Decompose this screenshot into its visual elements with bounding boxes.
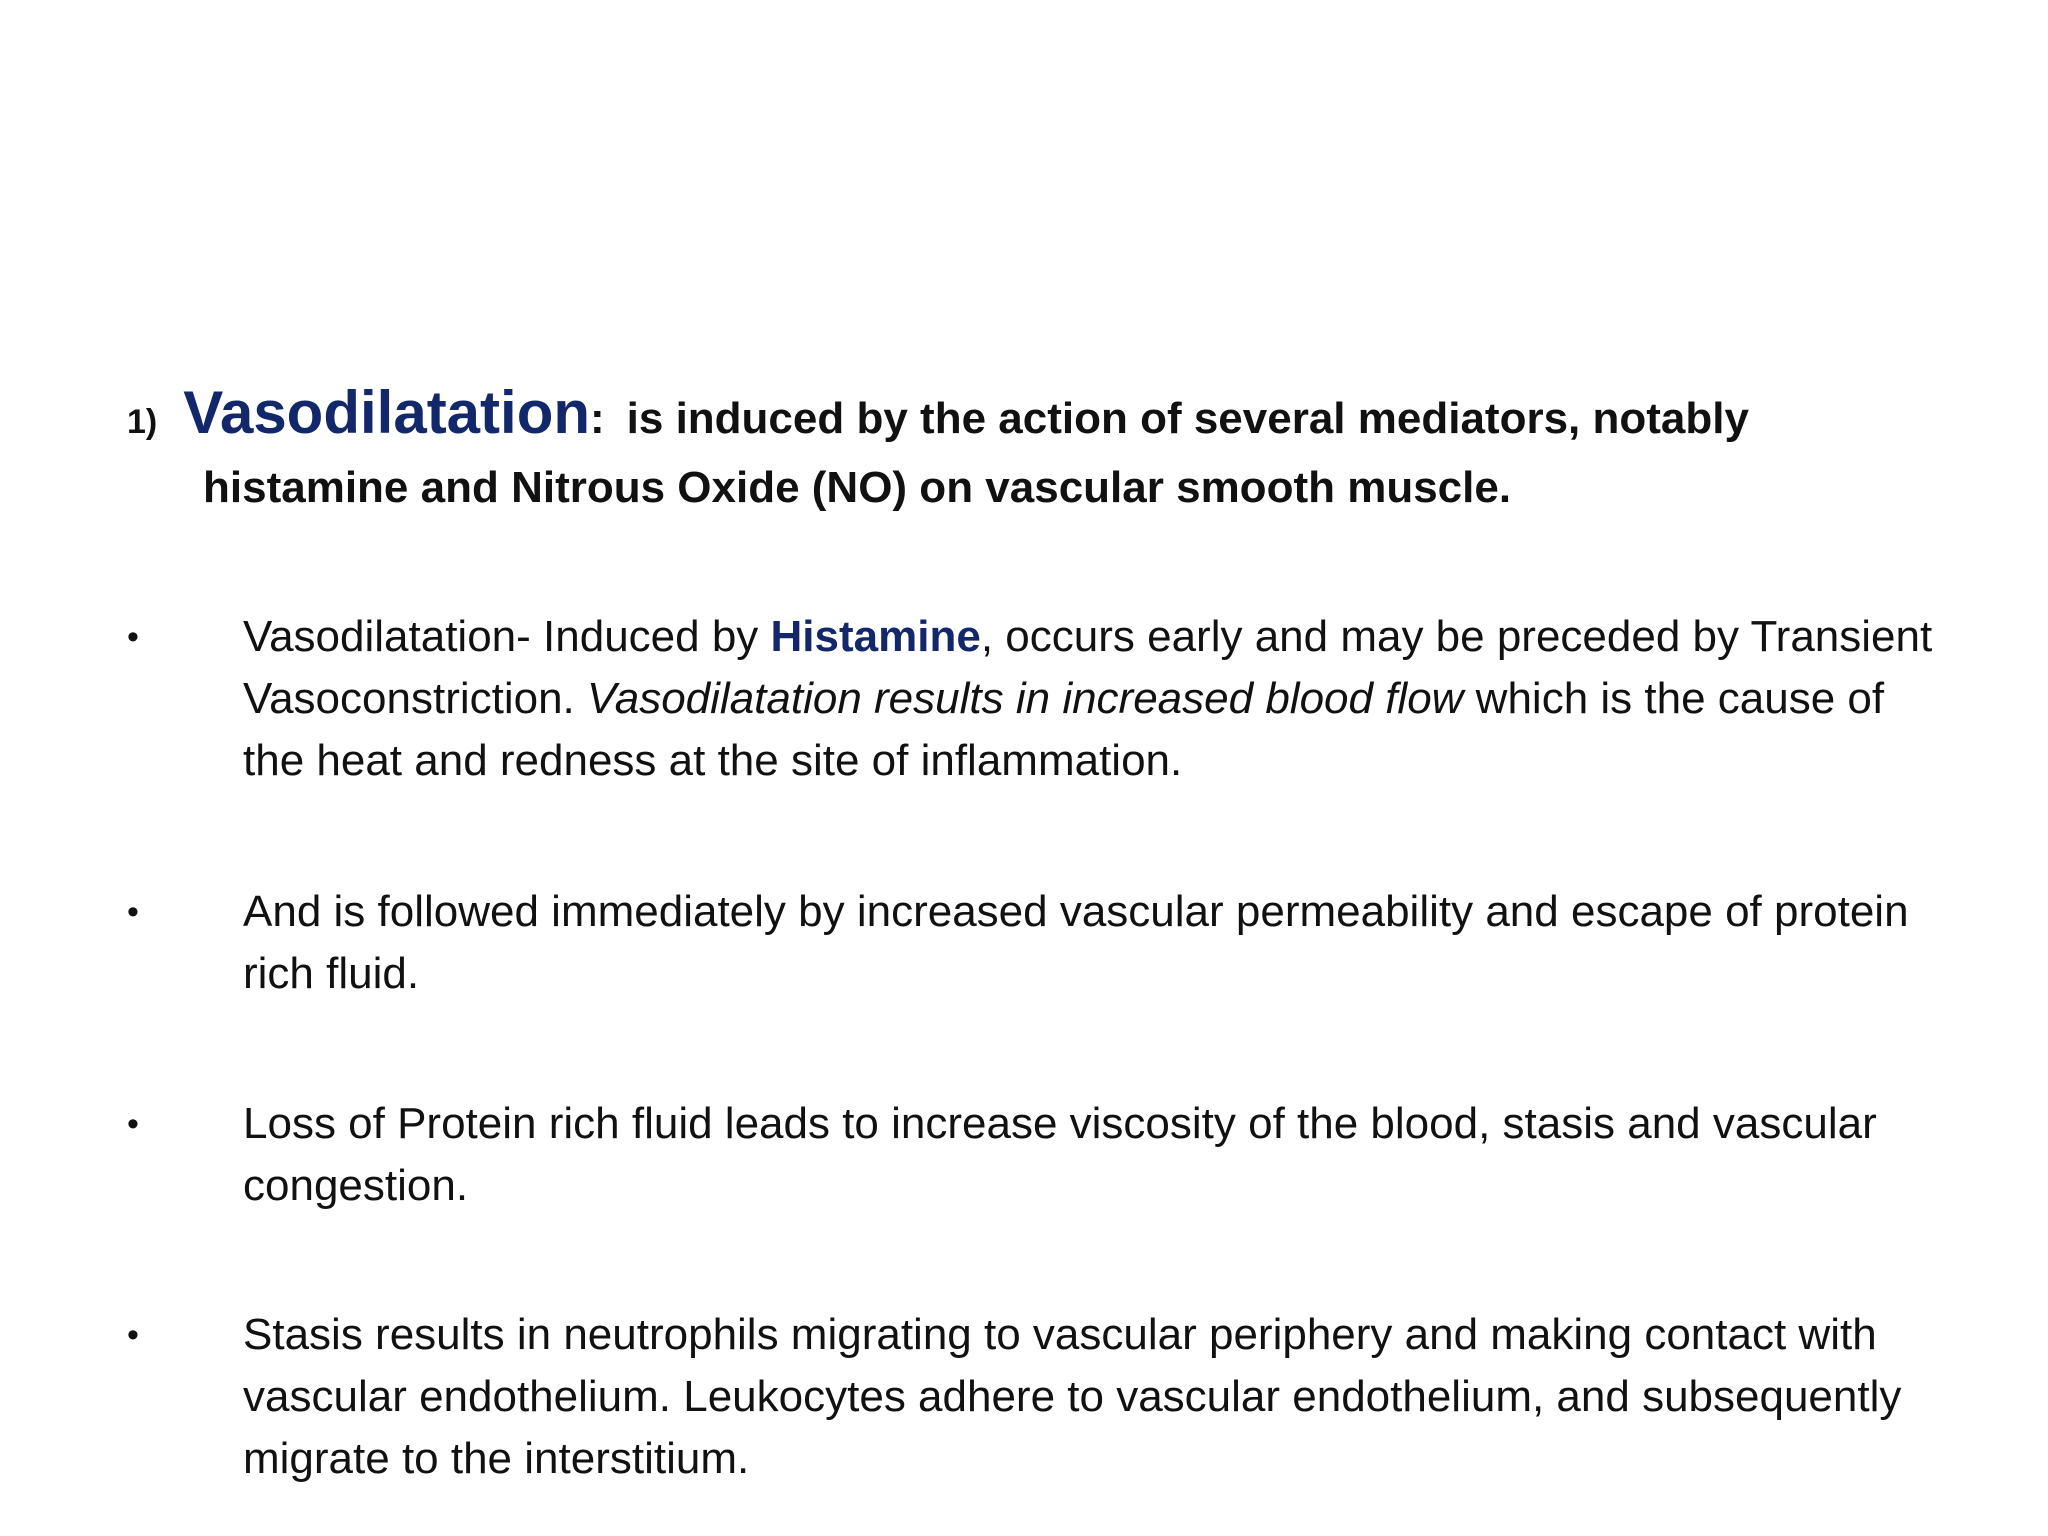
- bullet-text-part: Vasodilatation- Induced by: [243, 612, 771, 661]
- bullet-text: And is followed immediately by increased vascular permeability and escape of protein rich fluid.: [243, 887, 1909, 998]
- bullet-marker: •: [127, 1105, 139, 1143]
- bullet-text-part: , occurs early and may be preceded by Transient Vasoconstriction.: [243, 612, 1933, 723]
- heading-colon: :: [590, 394, 605, 443]
- heading-number: 1): [127, 403, 158, 441]
- bullet-item-1: [127, 606, 1957, 792]
- bullet-item-3: [127, 1093, 1957, 1217]
- bullet-text-part: which is the cause of the heat and redness at the site of inflammation.: [243, 674, 1885, 785]
- bullet-marker: •: [127, 1316, 139, 1354]
- slide-heading: [127, 380, 1947, 521]
- bullet-text: Stasis results in neutrophils migrating to vascular periphery and making contact with vascular endothelium. Leukocytes adhere to vascular endothelium, and subsequently migrate to the interstitium.: [243, 1310, 1902, 1483]
- heading-line-2: histamine and Nitrous Oxide (NO) on vascular smooth muscle.: [203, 463, 1512, 512]
- heading-line-1: is induced by the action of several mediators, notably: [626, 394, 1749, 443]
- bullet-text: [243, 606, 1957, 792]
- italic-phrase: Vasodilatation results in increased blood flow: [587, 674, 1464, 723]
- bullet-text: Loss of Protein rich fluid leads to increase viscosity of the blood, stasis and vascular congestion.: [243, 1099, 1877, 1210]
- histamine-highlight: Histamine: [770, 612, 981, 661]
- bullet-marker: •: [127, 893, 139, 931]
- heading-term: Vasodilatation: [183, 379, 590, 446]
- bullet-item-2: [127, 881, 1957, 1005]
- bullet-marker: •: [127, 618, 139, 656]
- bullet-item-4: [127, 1304, 1957, 1490]
